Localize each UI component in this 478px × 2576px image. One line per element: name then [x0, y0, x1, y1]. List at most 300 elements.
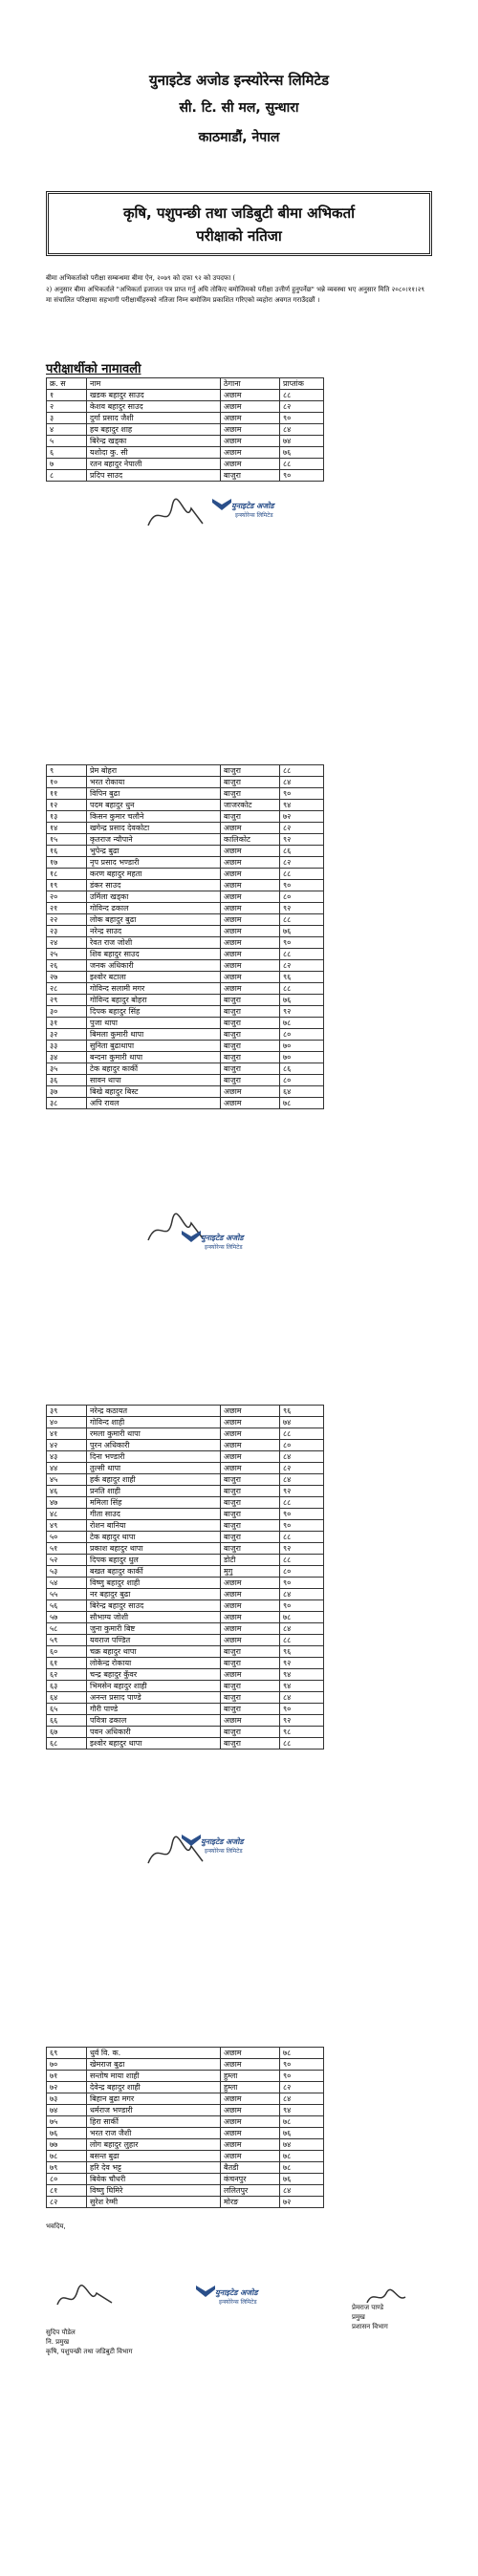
cell-score: ९२	[280, 1486, 324, 1497]
cell-serial: ८२	[47, 2197, 87, 2208]
cell-score: ८६	[280, 1063, 324, 1075]
cell-address: अछाम	[221, 869, 280, 880]
cell-serial: ३१	[47, 1018, 87, 1029]
cell-address: डोटी	[221, 1555, 280, 1566]
cell-address: अछाम	[221, 983, 280, 995]
cell-address: बाजुरा	[221, 1646, 280, 1658]
cell-address: अछाम	[221, 1669, 280, 1681]
cell-address: अछाम	[221, 2048, 280, 2059]
cell-address: अछाम	[221, 2116, 280, 2128]
table-row	[47, 1440, 324, 1451]
table-row	[47, 949, 324, 960]
cell-name: प्रनति शाही	[87, 1486, 221, 1497]
cell-address: हुम्ला	[221, 2082, 280, 2093]
cell-name: पुरन अधिकारी	[87, 1440, 221, 1451]
cell-score: ९०	[280, 1704, 324, 1715]
cell-address: अछाम	[221, 1578, 280, 1589]
table-row	[47, 857, 324, 869]
col-address: ठेगाना	[221, 378, 280, 390]
table-row	[47, 1463, 324, 1474]
table-row	[47, 777, 324, 788]
cell-serial: २८	[47, 983, 87, 995]
cell-name: प्रेम बोहरा	[87, 765, 221, 777]
cell-name: नृप प्रसाद भण्डारी	[87, 857, 221, 869]
cell-address: बाजुरा	[221, 1497, 280, 1509]
table-row	[47, 2082, 324, 2093]
cell-serial: १४	[47, 823, 87, 834]
cell-serial: ७८	[47, 2151, 87, 2162]
cell-name: अपि रावल	[87, 1098, 221, 1109]
cell-address: अछाम	[221, 1451, 280, 1463]
cell-address: अछाम	[221, 937, 280, 949]
cell-name: नर बहादुर बुढा	[87, 1589, 221, 1600]
table-row	[47, 1646, 324, 1658]
cell-serial: ६३	[47, 1681, 87, 1692]
cell-serial: ६७	[47, 1727, 87, 1738]
cell-name: तुल्सी थापा	[87, 1463, 221, 1474]
col-serial: क्र. स	[47, 378, 87, 390]
cell-address: अछाम	[221, 2093, 280, 2105]
cell-name: बिवेक चौधरी	[87, 2174, 221, 2185]
cell-name: सन्तोष माया शाही	[87, 2071, 221, 2082]
logo-subtext: इन्स्योरेन्स लिमिटेड	[235, 512, 273, 519]
cell-name: सुरेश रेग्मी	[87, 2197, 221, 2208]
cell-score: ८८	[280, 1635, 324, 1646]
cell-score: ८४	[280, 1474, 324, 1486]
cell-serial: ७१	[47, 2071, 87, 2082]
cell-score: ७८	[280, 2162, 324, 2174]
cell-score: ९०	[280, 937, 324, 949]
cell-name: जनक अधिकारी	[87, 960, 221, 972]
cell-score: ८४	[280, 1623, 324, 1635]
cell-name: बिरेन्द्र खड्का	[87, 436, 221, 447]
table-row	[47, 2116, 324, 2128]
cell-name: करण बहादुर महता	[87, 869, 221, 880]
cell-address: बाजुरा	[221, 1681, 280, 1692]
cell-score: ७६	[280, 926, 324, 937]
cell-name: बिरेन्द्र बहादुर साउद	[87, 1600, 221, 1612]
table-row	[47, 1018, 324, 1029]
cell-score: ८८	[280, 390, 324, 401]
cell-name: गोविन्द बहादुर बोहरा	[87, 995, 221, 1006]
cell-score: ८४	[280, 2093, 324, 2105]
table-row	[47, 1406, 324, 1417]
cell-address: बाजुरा	[221, 1018, 280, 1029]
cell-score: ७८	[280, 1098, 324, 1109]
cell-address: जाजरकोट	[221, 800, 280, 811]
cell-serial: ३३	[47, 1041, 87, 1052]
table-row	[47, 2174, 324, 2185]
cell-name: गोविन्द सलामी मगर	[87, 983, 221, 995]
table-row	[47, 1566, 324, 1578]
cell-serial: ५२	[47, 1555, 87, 1566]
logo-subtext: इन्स्योरेन्स लिमिटेड	[205, 1244, 243, 1251]
cell-serial: ७३	[47, 2093, 87, 2105]
cell-score: ६४	[280, 1086, 324, 1098]
logo-subtext: इन्स्योरेन्स लिमिटेड	[205, 1848, 243, 1855]
cell-name: प्रदिप साउद	[87, 470, 221, 482]
cell-serial: २४	[47, 937, 87, 949]
cell-serial: ५५	[47, 1589, 87, 1600]
table-row	[47, 424, 324, 436]
table-row	[47, 2197, 324, 2208]
cell-serial: ३७	[47, 1086, 87, 1098]
table-row	[47, 1052, 324, 1063]
cell-serial: ६५	[47, 1704, 87, 1715]
cell-name: भरत रोकाया	[87, 777, 221, 788]
table-row	[47, 1428, 324, 1440]
logo-text: युनाइटेड अजोड	[201, 1837, 244, 1846]
cell-score: ९२	[280, 834, 324, 846]
cell-score: ९२	[280, 1006, 324, 1018]
cell-serial: ५८	[47, 1623, 87, 1635]
table-row	[47, 800, 324, 811]
company-logo	[182, 1835, 256, 1875]
table-row	[47, 914, 324, 926]
cell-name: पुजा थापा	[87, 1018, 221, 1029]
table-row	[47, 2071, 324, 2082]
table-row	[47, 1669, 324, 1681]
cell-serial: ७	[47, 459, 87, 470]
cell-address: अछाम	[221, 880, 280, 891]
cell-serial: ४२	[47, 1440, 87, 1451]
cell-serial: ५६	[47, 1600, 87, 1612]
table-row	[47, 846, 324, 857]
table-row	[47, 1497, 324, 1509]
cell-name: हय बहादुर शाह	[87, 424, 221, 436]
cell-serial: ५३	[47, 1566, 87, 1578]
cell-serial: ११	[47, 788, 87, 800]
table-row	[47, 2048, 324, 2059]
cell-score: ९०	[280, 880, 324, 891]
cell-serial: ६९	[47, 2048, 87, 2059]
company-address: सी. टि. सी मल, सुन्धारा	[179, 100, 299, 116]
table-row	[47, 2059, 324, 2071]
table-row	[47, 2128, 324, 2139]
cell-score: ७६	[280, 2174, 324, 2185]
table-row	[47, 436, 324, 447]
right-signatory-title: प्रमुख	[352, 2313, 365, 2321]
cell-name: बिखे बहादुर बिस्ट	[87, 1086, 221, 1098]
closing-text: भवदिय,	[46, 2222, 66, 2230]
table-row	[47, 765, 324, 777]
cell-address: अछाम	[221, 2059, 280, 2071]
cell-name: बसन्त बुढा	[87, 2151, 221, 2162]
cell-name: इश्वोर बहादुर थापा	[87, 1738, 221, 1750]
cell-name: यवराज पण्डित	[87, 1635, 221, 1646]
cell-address: अछाम	[221, 891, 280, 903]
cell-address: बाजुरा	[221, 1520, 280, 1532]
results-table-page-2	[46, 764, 324, 1109]
cell-serial: १७	[47, 857, 87, 869]
table-row	[47, 1451, 324, 1463]
cell-score: ८०	[280, 891, 324, 903]
cell-serial: ८	[47, 470, 87, 482]
cell-name: टेक बहादुर कार्की	[87, 1063, 221, 1075]
cell-address: अछाम	[221, 2105, 280, 2116]
cell-score: ७०	[280, 1041, 324, 1052]
cell-address: अछाम	[221, 1612, 280, 1623]
cell-name: भरत राज जैशी	[87, 2128, 221, 2139]
cell-score: ८२	[280, 2082, 324, 2093]
cell-name: लोक बहादुर बुढा	[87, 914, 221, 926]
table-row	[47, 1612, 324, 1623]
table-row	[47, 1715, 324, 1727]
table-row	[47, 960, 324, 972]
cell-address: अछाम	[221, 2128, 280, 2139]
cell-score: ८८	[280, 1428, 324, 1440]
cell-name: विष्णु बहादुर शाही	[87, 1578, 221, 1589]
cell-score: ८८	[280, 1497, 324, 1509]
cell-score: ९०	[280, 2059, 324, 2071]
cell-serial: ३५	[47, 1063, 87, 1075]
table-row	[47, 811, 324, 823]
cell-name: रेवत राज जोशी	[87, 937, 221, 949]
cell-name: डंकर साउद	[87, 880, 221, 891]
cell-address: अछाम	[221, 1406, 280, 1417]
cell-name: लोकेन्द्र रोकाया	[87, 1658, 221, 1669]
cell-address: बाजुरा	[221, 1532, 280, 1543]
cell-serial: ४८	[47, 1509, 87, 1520]
signature-mark	[143, 497, 210, 535]
cell-serial: ४७	[47, 1497, 87, 1509]
cell-serial: ३८	[47, 1098, 87, 1109]
cell-serial: ७४	[47, 2105, 87, 2116]
cell-address: अछाम	[221, 914, 280, 926]
cell-serial: २९	[47, 995, 87, 1006]
cell-score: ७८	[280, 2116, 324, 2128]
table-row	[47, 1474, 324, 1486]
cell-score: ८८	[280, 1555, 324, 1566]
cell-serial: ४५	[47, 1474, 87, 1486]
results-table-page-4	[46, 2047, 324, 2208]
table-row	[47, 891, 324, 903]
cell-address: बाजुरा	[221, 1474, 280, 1486]
cell-address: अछाम	[221, 1715, 280, 1727]
cell-address: अछाम	[221, 1440, 280, 1451]
cell-serial: ३६	[47, 1075, 87, 1086]
cell-score: ७२	[280, 811, 324, 823]
cell-name: दुर्गा प्रसाद जैशी	[87, 413, 221, 424]
cell-serial: ८०	[47, 2174, 87, 2185]
cell-serial: १८	[47, 869, 87, 880]
cell-score: ९४	[280, 1669, 324, 1681]
cell-address: बाजुरा	[221, 470, 280, 482]
cell-score: ७६	[280, 447, 324, 459]
cell-serial: ३	[47, 413, 87, 424]
cell-serial: ७५	[47, 2116, 87, 2128]
cell-score: ८४	[280, 424, 324, 436]
cell-score: ८४	[280, 777, 324, 788]
table-row	[47, 1600, 324, 1612]
table-row	[47, 2185, 324, 2197]
cell-serial: ६	[47, 447, 87, 459]
cell-name: जुना कुमारी बिष्ट	[87, 1623, 221, 1635]
cell-address: अछाम	[221, 2139, 280, 2151]
cell-name: केशव बहादुर साउद	[87, 401, 221, 413]
cell-address: अछाम	[221, 1417, 280, 1428]
company-logo	[182, 1231, 256, 1271]
cell-name: अनन्त प्रसाद पाण्डे	[87, 1692, 221, 1704]
cell-address: बाजुरा	[221, 1704, 280, 1715]
cell-address: अछाम	[221, 846, 280, 857]
cell-name: रमला कुमारी थापा	[87, 1428, 221, 1440]
table-row	[47, 1417, 324, 1428]
cell-name: सुनिता बुढाथापा	[87, 1041, 221, 1052]
cell-serial: २१	[47, 903, 87, 914]
left-signatory-name: सुदिप पौडेल	[46, 2329, 76, 2336]
table-row	[47, 880, 324, 891]
table-row	[47, 1029, 324, 1041]
cell-name: सौभाग्य जोशी	[87, 1612, 221, 1623]
cell-name: गौरी पाण्डे	[87, 1704, 221, 1715]
cell-name: विष्णु घिमिरे	[87, 2185, 221, 2197]
table-row	[47, 834, 324, 846]
cell-address: बाजुरा	[221, 1738, 280, 1750]
cell-name: कृतराज न्यौपाने	[87, 834, 221, 846]
cell-address: अछाम	[221, 1086, 280, 1098]
cell-name: इश्वोर बटाला	[87, 972, 221, 983]
table-row	[47, 413, 324, 424]
table-row	[47, 1532, 324, 1543]
cell-name: दिपक बहादुर सिंह	[87, 1006, 221, 1018]
cell-address: अछाम	[221, 1463, 280, 1474]
cell-serial: ५	[47, 436, 87, 447]
cell-address: अछाम	[221, 390, 280, 401]
table-row	[47, 1658, 324, 1669]
cell-serial: ३०	[47, 1006, 87, 1018]
table-row	[47, 1635, 324, 1646]
cell-name: दिपक बहादुर धुल	[87, 1555, 221, 1566]
cell-serial: १०	[47, 777, 87, 788]
table-row	[47, 2105, 324, 2116]
cell-name: खडक बहादुर साउद	[87, 390, 221, 401]
table-row	[47, 1509, 324, 1520]
cell-serial: ७०	[47, 2059, 87, 2071]
cell-address: बाजुरा	[221, 1727, 280, 1738]
results-table-page-3	[46, 1405, 324, 1750]
table-row	[47, 1486, 324, 1497]
cell-name: शिव बहादुर साउद	[87, 949, 221, 960]
cell-serial: २७	[47, 972, 87, 983]
cell-name: ममिला सिंह	[87, 1497, 221, 1509]
company-name: युनाइटेड अजोड इन्स्योरेन्स लिमिटेड	[148, 72, 330, 89]
cell-score: ७८	[280, 2048, 324, 2059]
cell-address: अछाम	[221, 436, 280, 447]
cell-score: ९४	[280, 2105, 324, 2116]
cell-name: उर्मिला खड्का	[87, 891, 221, 903]
cell-score: ७८	[280, 1612, 324, 1623]
cell-score: ७०	[280, 1052, 324, 1063]
cell-serial: ६२	[47, 1669, 87, 1681]
cell-serial: ४०	[47, 1417, 87, 1428]
cell-name: भिमसेन बहादुर शाही	[87, 1681, 221, 1692]
cell-address: बाजुरा	[221, 1006, 280, 1018]
cell-score: ९०	[280, 1509, 324, 1520]
cell-name: किसन कुमार चलौने	[87, 811, 221, 823]
cell-score: ९६	[280, 1646, 324, 1658]
company-logo	[212, 499, 287, 539]
cell-score: ८०	[280, 1075, 324, 1086]
col-name: नाम	[87, 378, 221, 390]
cell-serial: ७६	[47, 2128, 87, 2139]
notice-title: कृषि, पशुपन्छी तथा जडिबुटी बीमा अभिकर्ता	[122, 204, 356, 222]
cell-score: ८२	[280, 960, 324, 972]
table-row	[47, 1086, 324, 1098]
table-row	[47, 823, 324, 834]
cell-name: चन्द्र बहादुर कुँवर	[87, 1669, 221, 1681]
results-table-page-1	[46, 377, 324, 482]
cell-serial: १३	[47, 811, 87, 823]
cell-address: हुम्ला	[221, 2071, 280, 2082]
right-signatory	[352, 2303, 388, 2331]
cell-address: कालिकोट	[221, 834, 280, 846]
table-row	[47, 1520, 324, 1532]
cell-address: अछाम	[221, 2151, 280, 2162]
table-row	[47, 1681, 324, 1692]
table-row	[47, 903, 324, 914]
table-row	[47, 459, 324, 470]
cell-score: ९८	[280, 1727, 324, 1738]
cell-score: ८२	[280, 823, 324, 834]
cell-score: ९४	[280, 800, 324, 811]
table-row	[47, 995, 324, 1006]
cell-score: ८०	[280, 1440, 324, 1451]
cell-serial: ७९	[47, 2162, 87, 2174]
table-row	[47, 401, 324, 413]
cell-address: बाजुरा	[221, 811, 280, 823]
cell-name: टेक बहादुर थापा	[87, 1532, 221, 1543]
left-signatory-dept: कृषि, पशुपन्छी तथा जडिबुटी विभाग	[46, 2348, 133, 2355]
cell-name: हरि देव भट्ट	[87, 2162, 221, 2174]
cell-address: अछाम	[221, 823, 280, 834]
cell-score: ७८	[280, 2151, 324, 2162]
cell-serial: ५७	[47, 1612, 87, 1623]
cell-score: ८८	[280, 765, 324, 777]
cell-score: ८२	[280, 857, 324, 869]
cell-name: हिरा सार्की	[87, 2116, 221, 2128]
cell-serial: ३९	[47, 1406, 87, 1417]
logo-icon	[196, 2286, 215, 2299]
cell-address: बाजुरा	[221, 1041, 280, 1052]
cell-serial: ५०	[47, 1532, 87, 1543]
cell-serial: १६	[47, 846, 87, 857]
cell-score: ९०	[280, 413, 324, 424]
cell-serial: ६६	[47, 1715, 87, 1727]
cell-score: ८८	[280, 983, 324, 995]
cell-name: खगेन्द्र प्रसाद देवकोटा	[87, 823, 221, 834]
cell-name: गोविन्द शाही	[87, 1417, 221, 1428]
cell-address: बाजुरा	[221, 1075, 280, 1086]
cell-address: बाजुरा	[221, 995, 280, 1006]
table-row	[47, 972, 324, 983]
cell-address: अछाम	[221, 413, 280, 424]
cell-serial: ८१	[47, 2185, 87, 2197]
table-row	[47, 2162, 324, 2174]
cell-address: मोरङ	[221, 2197, 280, 2208]
cell-serial: ४१	[47, 1428, 87, 1440]
cell-serial: १२	[47, 800, 87, 811]
table-row	[47, 983, 324, 995]
table-row	[47, 1006, 324, 1018]
cell-address: बाजुरा	[221, 788, 280, 800]
cell-name: बन्दना कुमारी थापा	[87, 1052, 221, 1063]
cell-score: ९०	[280, 1578, 324, 1589]
cell-address: बाजुरा	[221, 1543, 280, 1555]
table-row	[47, 1063, 324, 1075]
cell-address: बाजुरा	[221, 1029, 280, 1041]
cell-serial: २२	[47, 914, 87, 926]
